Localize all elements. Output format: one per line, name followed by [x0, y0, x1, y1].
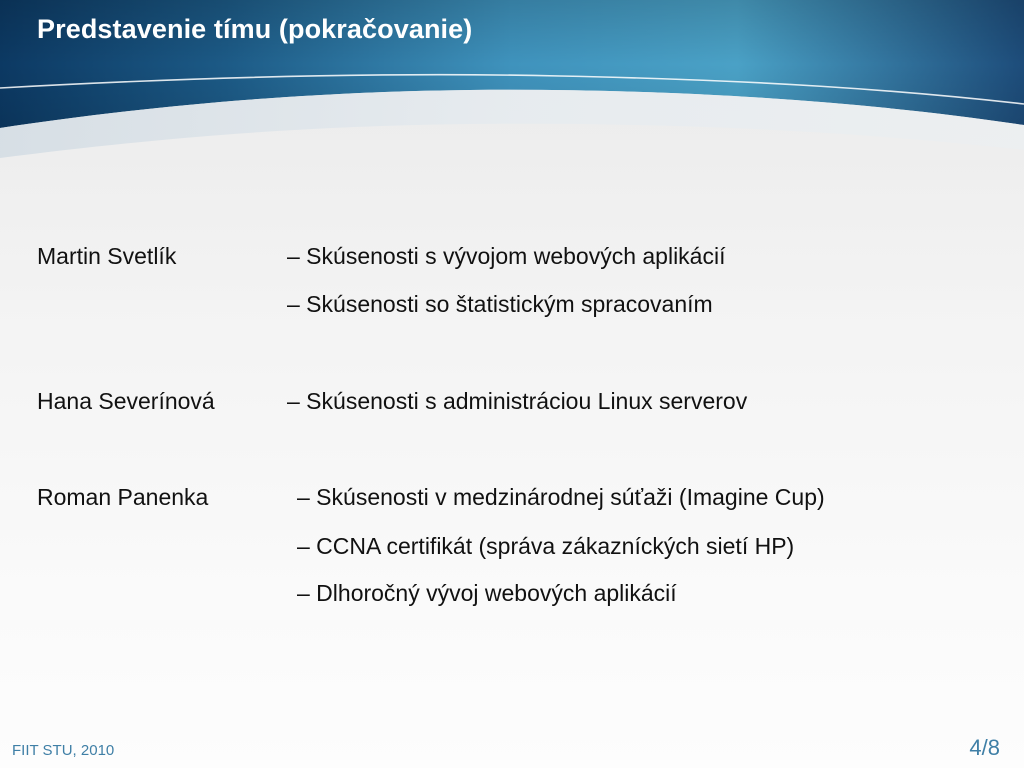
- member-skill: – Skúsenosti so štatistickým spracovaním: [287, 291, 713, 317]
- footer-org-year: FIIT STU, 2010: [12, 742, 115, 759]
- slide-title: Predstavenie tímu (pokračovanie): [37, 14, 473, 44]
- member-skill: – Skúsenosti v medzinárodnej súťaži (Imagine Cup): [297, 484, 825, 510]
- member-skill: – Dlhoročný vývoj webových aplikácií: [297, 580, 677, 606]
- member-skill: – CCNA certifikát (správa zákazníckých sietí HP): [297, 533, 795, 559]
- member-skill: – Skúsenosti s administráciou Linux serverov: [287, 388, 748, 414]
- member-skill: – Skúsenosti s vývojom webových aplikácií: [287, 243, 726, 269]
- member-name: Hana Severínová: [37, 388, 215, 414]
- member-name: Roman Panenka: [37, 484, 209, 510]
- title-banner: [0, 0, 1024, 170]
- page-number: 4/8: [969, 735, 1000, 760]
- member-name: Martin Svetlík: [37, 243, 177, 269]
